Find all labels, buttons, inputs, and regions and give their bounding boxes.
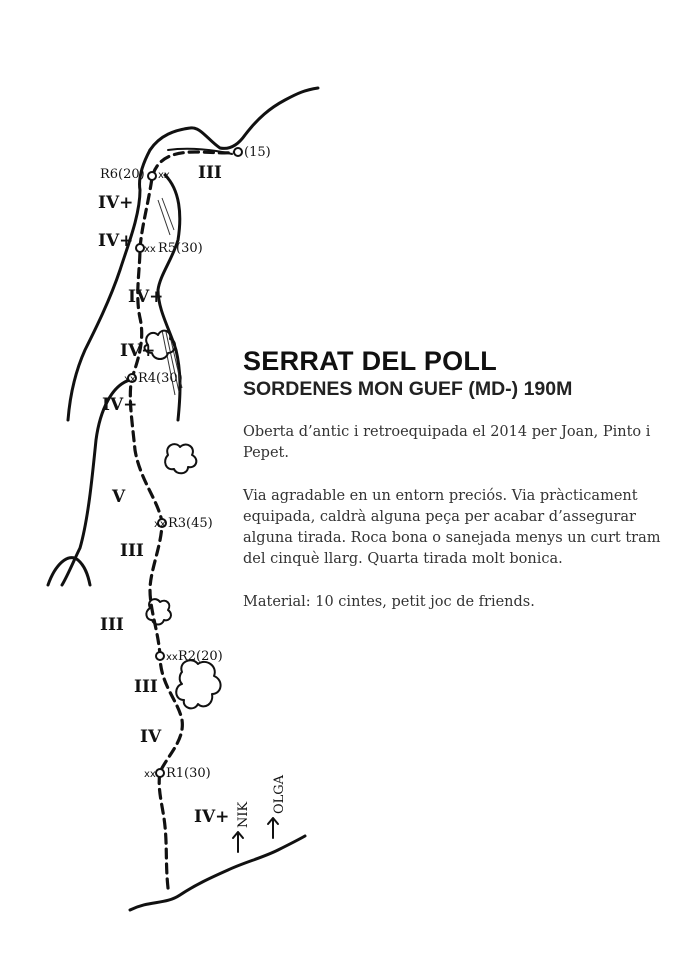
belay-r2	[156, 652, 164, 660]
bush-lower-right	[176, 660, 220, 708]
grade-pitch-5a: IV+	[128, 287, 164, 307]
climber-arrow-nik	[233, 832, 243, 852]
bolts-r3: xx	[154, 519, 166, 530]
grade-pitch-2a: III	[100, 615, 124, 635]
belay-label-r5: R5(30)	[158, 241, 203, 256]
belay-label-r2: R2(20)	[178, 649, 223, 664]
grade-pitch-6b: IV+	[98, 231, 134, 251]
bolts-r5: xx	[144, 244, 156, 255]
grade-pitch-7: III	[198, 163, 222, 183]
bush-middle	[165, 444, 196, 473]
grade-pitch-1a: IV	[140, 727, 162, 747]
summit-ridge-outline	[150, 88, 318, 150]
grade-pitch-5b: IV+	[120, 341, 156, 361]
bolts-r6: xx	[158, 170, 170, 181]
route-description-text: Via agradable en un entorn preciós. Via pràcticament equipada, caldrà alguna peça per acabar d’assegurar alguna tirada. Roca bona o sanejada menys un curt tram del cinquè llarg. Quarta tirada molt bonica.	[243, 488, 661, 567]
belay-label-r4: R4(30)	[138, 371, 183, 386]
belay-label-r1: R1(30)	[166, 766, 211, 781]
grade-pitch-3: III	[120, 541, 144, 561]
climber-olga: OLGA	[272, 774, 287, 814]
grade-pitch-4b: V	[112, 487, 126, 507]
bush-lower-left	[146, 599, 171, 624]
climber-arrow-olga	[268, 818, 278, 838]
ground-line	[130, 836, 305, 910]
belay-label-r6: R6(20)	[100, 167, 145, 182]
grade-pitch-1b: IV+	[194, 807, 230, 827]
belay-r1	[156, 769, 164, 777]
belay-label-top: (15)	[244, 145, 271, 160]
bolts-r1: xx	[144, 769, 156, 780]
route-subtitle: SORDENES MON GUEF (MD-) 190M	[243, 378, 573, 400]
route-material-text: Material: 10 cintes, petit joc de friends.	[243, 594, 535, 610]
grade-pitch-6a: IV+	[98, 193, 134, 213]
belay-top	[234, 148, 242, 156]
bolts-r2: xx	[166, 652, 178, 663]
belay-r5	[136, 244, 144, 252]
climber-nik: NIK	[236, 801, 251, 828]
route-title: SERRAT DEL POLL	[243, 346, 498, 376]
route-info	[243, 346, 673, 635]
route-history-text: Oberta d’antic i retroequipada el 2014 per Joan, Pinto i Pepet.	[243, 424, 651, 461]
bolts-r4: xx	[124, 374, 136, 385]
grade-pitch-2b: III	[134, 677, 158, 697]
grade-pitch-4a: IV+	[102, 395, 138, 415]
belay-label-r3: R3(45)	[168, 516, 213, 531]
belay-r6	[148, 172, 156, 180]
